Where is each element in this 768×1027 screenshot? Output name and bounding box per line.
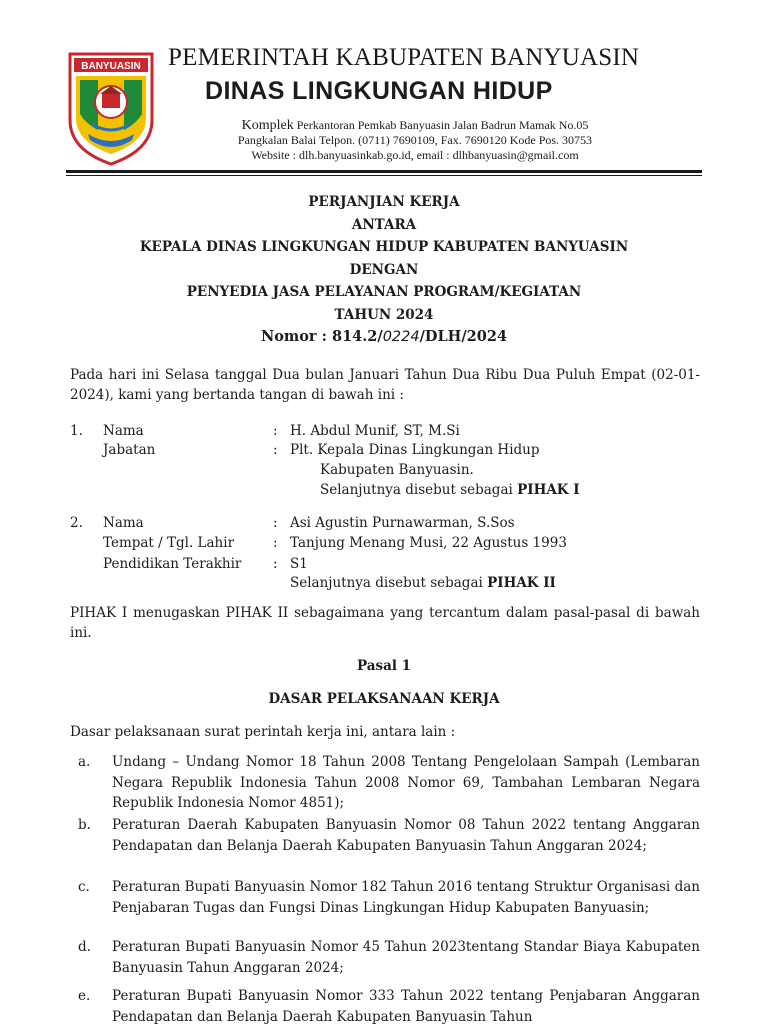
list-item-label: c. [78,879,90,895]
list-item-label: e. [78,988,91,1004]
list-item-text: Peraturan Bupati Banyuasin Nomor 182 Tahun 2016 tentang Struktur Organisasi dan Penjabaran Tugas dan Fungsi Dinas Lingkungan Hidup Kabupaten Banyuasin; [112,879,700,916]
party2-disebut: Selanjutnya disebut sebagai [290,575,488,591]
party2-nama: Asi Agustin Purnawarman, S.Sos [290,515,515,531]
party1-number: 1. [70,423,83,439]
address-block [165,118,665,163]
title-line5: PENYEDIA JASA PELAYANAN PROGRAM/KEGIATAN [186,284,582,300]
party2-label-nama: Nama [103,515,144,531]
party2-pendidikan: S1 [290,556,308,572]
nomor-suffix: /DLH/2024 [419,328,508,345]
party2-colon-pendidikan: : [273,556,278,572]
title-line6: TAHUN 2024 [334,306,434,323]
title-line1: PERJANJIAN KERJA [308,194,460,210]
party1-colon-nama: : [273,423,278,439]
party1-designation [320,482,580,498]
party2-label-pendidikan: Pendidikan Terakhir [103,556,242,572]
party1-nama: H. Abdul Munif, ST, M.Si [290,423,460,439]
pasal-lead: Dasar pelaksanaan surat perintah kerja ini, antara lain : [70,724,456,740]
nomor-handwritten: 0224 [382,329,420,345]
party2-colon-nama: : [273,515,278,531]
pasal-heading: Pasal 1 [356,658,412,674]
list-item-text: Peraturan Bupati Banyuasin Nomor 45 Tahun 2023tentang Standar Biaya Kabupaten Banyuasin Tahun Anggaran 2024; [112,939,700,976]
party1-colon-jabatan: : [273,442,278,458]
regency-logo [66,50,156,166]
address-line2: Pangkalan Balai Telpon. (0711) 7690109, Fax. 7690120 Kode Pos. 30753 [237,133,593,147]
address-word: Komplek [241,118,294,133]
list-item-label: d. [78,939,91,955]
list-item-label: a. [78,754,91,770]
party2-pihak: PIHAK II [487,575,556,591]
document-title [60,191,708,349]
list-item-text: Peraturan Bupati Banyuasin Nomor 333 Tahun 2022 tentang Penjabaran Anggaran Pendapatan dan Belanja Daerah Kabupaten Banyuasin Tahun [112,988,700,1025]
party1-disebut: Selanjutnya disebut sebagai [320,482,518,498]
party1-pihak: PIHAK I [517,482,580,498]
title-line4: DENGAN [349,261,419,278]
org-name-line2: DINAS LINGKUNGAN HIDUP [205,77,553,105]
list-item-text: Undang – Undang Nomor 18 Tahun 2008 Tentang Pengelolaan Sampah (Lembaran Negara Republik Indonesia Tahun 2008 Nomor 69, Tambahan Lembaran Negara Republik Indonesia Nomor 4851); [112,754,700,811]
address-line3: Website : dlh.banyuasinkab.go.id, email : dlhbanyuasin@gmail.com [251,148,579,162]
title-line2: ANTARA [351,216,417,233]
address-line1: Perkantoran Pemkab Banyuasin Jalan Badrun Mamak No.05 [296,118,589,132]
party1-jabatan-line1: Plt. Kepala Dinas Lingkungan Hidup [290,442,540,458]
letterhead-rule-thin [66,175,702,176]
party1-jabatan-line2: Kabupaten Banyuasin. [320,462,474,478]
party1-label-nama: Nama [103,423,144,439]
party2-label-ttl: Tempat / Tgl. Lahir [103,535,235,551]
party2-ttl: Tanjung Menang Musi, 22 Agustus 1993 [290,535,567,551]
org-name-line1: PEMERINTAH KABUPATEN BANYUASIN [168,44,640,71]
document-number [60,326,708,349]
list-item-text: Peraturan Daerah Kabupaten Banyuasin Nomor 08 Tahun 2022 tentang Anggaran Pendapatan dan Belanja Daerah Kabupaten Banyuasin Tahun Anggaran 2024; [112,817,700,854]
letterhead-rule-thick [66,170,702,173]
title-line3: KEPALA DINAS LINGKUNGAN HIDUP KABUPATEN BANYUASIN [139,239,629,255]
party2-colon-ttl: : [273,535,278,551]
logo-lettering: BANYUASIN [81,61,141,72]
list-item-label: b. [78,817,91,833]
nomor-prefix: Nomor : 814.2/ [260,328,383,345]
intro-paragraph: Pada hari ini Selasa tanggal Dua bulan Januari Tahun Dua Ribu Dua Puluh Empat (02-01-2024), kami yang bertanda tangan di bawah ini : [70,367,700,403]
assignment-paragraph: PIHAK I menugaskan PIHAK II sebagaimana yang tercantum dalam pasal-pasal di bawah ini. [70,605,700,641]
party2-number: 2. [70,515,83,531]
party2-designation [290,575,556,591]
pasal-subheading: DASAR PELAKSANAAN KERJA [268,691,500,707]
party1-label-jabatan: Jabatan [103,442,156,458]
